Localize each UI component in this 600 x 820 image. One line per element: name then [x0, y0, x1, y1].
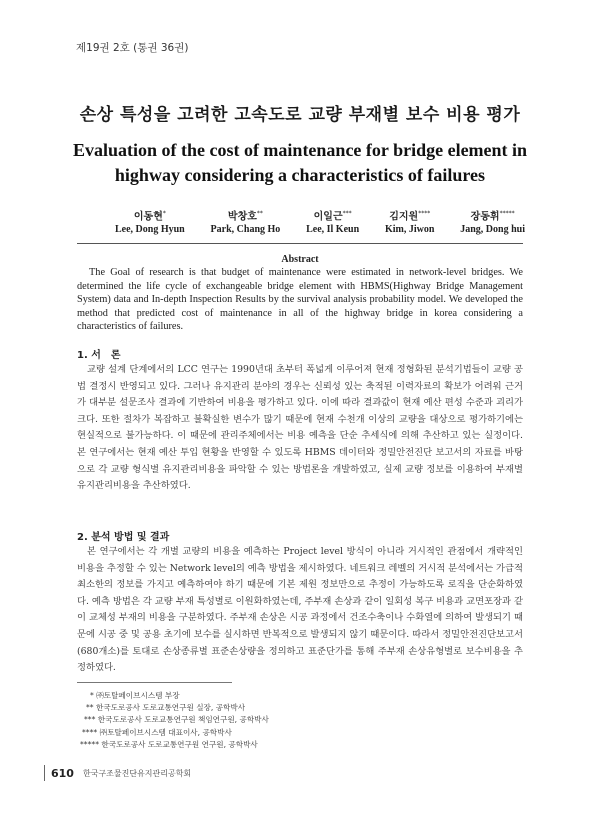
author-name-en: Lee, Il Keun [306, 224, 360, 236]
title-english-line2: highway considering a characteristics of failures [114, 165, 486, 185]
author-name-en: Jang, Dong hui [460, 224, 525, 236]
author-name-ko: 이동현 [133, 211, 163, 223]
author [460, 207, 525, 236]
author-name-ko: 이일근 [313, 211, 343, 223]
footnote: ***** 한국도로공사 도로교통연구원 연구원, 공학박사 [80, 739, 258, 749]
abstract-heading: Abstract [281, 254, 319, 265]
page-number: 610 [51, 766, 74, 780]
footnote: *** 한국도로공사 도로교통연구원 책임연구원, 공학박사 [84, 715, 269, 725]
footnote: * ㈜토탈페이브시스템 부장 [90, 691, 180, 700]
section-heading-method: 2. 분석 방법 및 결과 [77, 532, 170, 543]
footnote: ** 한국도로공사 도로교통연구원 실장, 공학박사 [86, 703, 246, 713]
author-mark: * [162, 210, 166, 217]
footnotes [80, 690, 269, 751]
abstract-text: The Goal of research is that budget of maintenance were estimated in network-level bridges. We determined the life cycle of exchangeable bridge element with HBMS(Highway Bridge Management System) data and In-depth Inspection Results by the survival analysis probability model. We developed the method that predicted cost of maintenance in all of the highway bridge in korea considering a characteristics of failures. [77, 267, 523, 332]
section-text-intro: 교량 설계 단계에서의 LCC 연구는 1990년대 초부터 폭넓게 이루어져 현재 정형화된 분석기법들이 교량 공법 결정시 반영되고 있다. 그러나 유지관리 분야의 경우는 신뢰성 있는 축적된 이력자료의 확보가 어려워 근거가 대부분 설문조사 결과에 기반하여 비용을 평가하고 있다. 이에 따라 결과값이 현재 예산 편성 수준과 괴리가 크다. 또한 절차가 복잡하고 불확실한 변수가 많기 때문에 현재 수천개 이상의 교량을 대상으로 평가하기에는 현실적으로 불가능하다. 이 때문에 관리주체에서는 비용 예측을 단순 추세식에 의해 추산하고 있는 실정이다. 본 연구에서는 현재 예산 투입 현황을 반영할 수 있도록 HBMS 데이터와 정밀안전진단 보고서의 자료를 바탕으로 각 교량 형식별 유지관리비용을 파악할 수 있는 방법론을 개발하였고, 실제 교량 정보를 이용하여 부재별 유지관리비용을 추산하였다. [77, 364, 523, 492]
author-mark: ***** [499, 210, 515, 217]
footnote: **** ㈜토탈페이브시스템 대표이사, 공학박사 [82, 727, 232, 737]
author-name-en: Lee, Dong Hyun [115, 224, 185, 236]
author-name-ko: 김지원 [389, 211, 419, 223]
author-mark: ** [256, 210, 263, 217]
title-english [0, 138, 600, 188]
author-mark: *** [342, 210, 352, 217]
author-name-ko: 장동휘 [470, 211, 500, 223]
author-mark: **** [418, 210, 431, 217]
author-name-en: Park, Chang Ho [210, 224, 281, 236]
issue-info: 제19권 2호 (통권 36권) [76, 42, 189, 54]
author-list [115, 207, 525, 236]
author [115, 207, 185, 236]
section-heading-intro: 1. 서 론 [77, 350, 121, 361]
title-korean: 손상 특성을 고려한 고속도로 교량 부재별 보수 비용 평가 [79, 105, 521, 125]
title-english-line1: Evaluation of the cost of maintenance for bridge element in [72, 140, 528, 160]
author [385, 207, 434, 236]
footer-bar [44, 765, 45, 781]
author [306, 207, 359, 236]
author-name-ko: 박창호 [227, 211, 257, 223]
page-footer [44, 765, 191, 781]
divider [77, 243, 523, 244]
author-name-en: Kim, Jiwon [384, 224, 435, 236]
journal-name: 한국구조물진단유지관리공학회 [82, 768, 192, 778]
footnote-divider [77, 682, 232, 683]
author [211, 207, 281, 236]
section-text-method: 본 연구에서는 각 개별 교량의 비용을 예측하는 Project level 방식이 아니라 거시적인 관점에서 개략적인 비용을 추정할 수 있는 Network level의 예측 방법을 제시하였다. 네트워크 레벨의 거시적 분석에서는 가급적 최소한의 정보를 가지고 예측하여야 하기 때문에 기본 제원 정보만으로 추정이 가능하도록 로직을 단순화하였다. 예측 방법은 각 교량 부재 특성별로 이원화하였는데, 주부재 손상과 같이 일회성 복구 비용과 교면포장과 같이 교체성 부재의 비용을 구분하였다. 주부재 손상은 시공 과정에서 건조수축이나 수화열에 의하여 발생되기 때문에 시공 중 및 공용 초기에 보수를 실시하면 반복적으로 발생되지 않기 때문이다. 따라서 정밀안전진단보고서(680개소)를 토대로 손상종류별 표준손상량을 정의하고 표준단가를 통해 주부재 손상유형별로 보수비용을 추정하였다. [77, 546, 523, 674]
